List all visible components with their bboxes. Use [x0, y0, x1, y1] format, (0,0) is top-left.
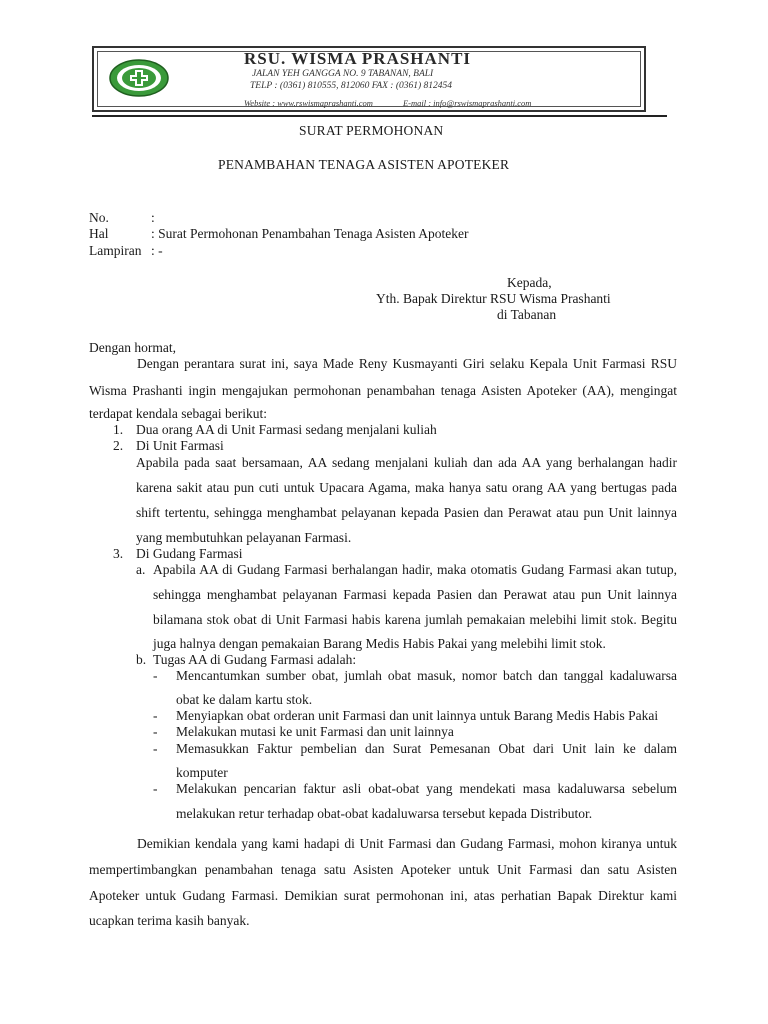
meta-no-value: :	[151, 210, 155, 225]
title-line-2: PENAMBAHAN TENAGA ASISTEN APOTEKER	[218, 157, 510, 172]
task-4-line-1: Memasukkan Faktur pembelian dan Surat Pemesanan Obat dari Unit lain ke dalam	[176, 741, 677, 756]
item-3a-line-1: Apabila AA di Gudang Farmasi berhalangan hadir, maka otomatis Gudang Farmasi akan tutup,	[153, 562, 677, 577]
intro-line-3: terdapat kendala sebagai berikut:	[89, 406, 268, 421]
task-3-text: Melakukan mutasi ke unit Farmasi dan unit lainnya	[176, 724, 454, 739]
item-3a-line-3: bilamana stok obat di Unit Farmasi habis karena jumlah pemakaian melebihi limit stok. Begitu	[153, 612, 677, 627]
closing-line-1: Demikian kendala yang kami hadapi di Unit Farmasi dan Gudang Farmasi, mohon kiranya untuk	[137, 836, 677, 851]
closing-line-2: mempertimbangkan penambahan tenaga satu Asisten Apoteker untuk Unit Farmasi dan satu Asisten	[89, 862, 677, 877]
recipient-line-1: Kepada,	[507, 275, 552, 290]
hospital-name: RSU. WISMA PRASHANTI	[244, 49, 472, 68]
task-1-line-2: obat ke dalam kartu stok.	[176, 692, 313, 707]
item-3b-marker: b.	[136, 652, 147, 667]
task-5-line-1: Melakukan pencarian faktur asli obat-obat yang mendekati masa kadaluwarsa sebelum	[176, 781, 677, 796]
task-5-dash: -	[153, 781, 158, 796]
item-2-line-3: shift tertentu, sehingga menghambat pelayanan kepada Pasien dan Perawat atau pun Unit lainnya	[136, 505, 677, 520]
item-2-line-4: yang membutuhkan pelayanan Farmasi.	[136, 530, 352, 545]
task-3-dash: -	[153, 724, 158, 739]
item-3b-text: Tugas AA di Gudang Farmasi adalah:	[153, 652, 357, 667]
intro-line-1: Dengan perantara surat ini, saya Made Reny Kusmayanti Giri selaku Kepala Unit Farmasi RSU	[137, 356, 677, 371]
item-2-line-2: karena sakit atau pun cuti untuk Upacara Agama, maka hanya satu orang AA yang bertugas pada	[136, 480, 677, 495]
title-line-1: SURAT PERMOHONAN	[299, 123, 444, 138]
item-2-text: Di Unit Farmasi	[136, 438, 224, 453]
hospital-phone: TELP : (0361) 810555, 812060 FAX : (0361) 812454	[250, 81, 453, 91]
intro-line-2: Wisma Prashanti ingin mengajukan permohonan penambahan tenaga Asisten Apoteker (AA), mengingat	[89, 383, 677, 398]
hospital-address: JALAN YEH GANGGA NO. 9 TABANAN, BALI	[252, 69, 434, 79]
item-1-number: 1.	[113, 422, 124, 437]
item-2-line-1: Apabila pada saat bersamaan, AA sedang menjalani kuliah dan ada AA yang berhalangan hadir	[136, 455, 677, 470]
recipient-line-3: di Tabanan	[497, 307, 557, 322]
recipient-line-2: Yth. Bapak Direktur RSU Wisma Prashanti	[376, 291, 611, 306]
item-3-number: 3.	[113, 546, 124, 561]
meta-hal-label: Hal	[89, 226, 109, 241]
item-2-number: 2.	[113, 438, 124, 453]
task-1-line-1: Mencantumkan sumber obat, jumlah obat masuk, nomor batch dan tanggal kadaluwarsa	[176, 668, 677, 683]
hospital-website: Website : www.rswismaprashanti.com	[244, 98, 373, 108]
meta-lampiran-label: Lampiran	[89, 243, 142, 258]
task-4-dash: -	[153, 741, 158, 756]
closing-line-3: Apoteker untuk Gudang Farmasi. Demikian surat permohonan ini, atas perhatian Bapak Direktur kami	[89, 888, 677, 903]
item-3a-line-4: juga halnya dengan pemakaian Barang Medis Habis Pakai yang melebihi limit stok.	[153, 636, 606, 651]
meta-hal-value: : Surat Permohonan Penambahan Tenaga Asisten Apoteker	[151, 226, 469, 241]
closing-line-4: ucapkan terima kasih banyak.	[89, 913, 250, 928]
item-3-text: Di Gudang Farmasi	[136, 546, 243, 561]
hospital-logo-icon	[108, 58, 170, 98]
item-3a-marker: a.	[136, 562, 146, 577]
task-2-dash: -	[153, 708, 158, 723]
task-1-dash: -	[153, 668, 158, 683]
hospital-email: E-mail : info@rswismaprashanti.com	[402, 98, 532, 108]
meta-no-label: No.	[89, 210, 109, 225]
task-4-line-2: komputer	[176, 765, 228, 780]
task-2-text: Menyiapkan obat orderan unit Farmasi dan unit lainnya untuk Barang Medis Habis Pakai	[176, 708, 659, 723]
letterhead	[92, 46, 646, 112]
greeting: Dengan hormat,	[89, 340, 176, 355]
item-3a-line-2: sehingga menghambat pelayanan Farmasi kepada Pasien dan Perawat atau pun Unit lainnya	[153, 587, 677, 602]
meta-lampiran-value: : -	[151, 243, 163, 258]
letterhead-divider	[92, 115, 667, 117]
task-5-line-2: melakukan retur terhadap obat-obat kadaluwarsa tersebut kepada Distributor.	[176, 806, 593, 821]
item-1-text: Dua orang AA di Unit Farmasi sedang menjalani kuliah	[136, 422, 437, 437]
hospital-contact	[244, 98, 531, 108]
